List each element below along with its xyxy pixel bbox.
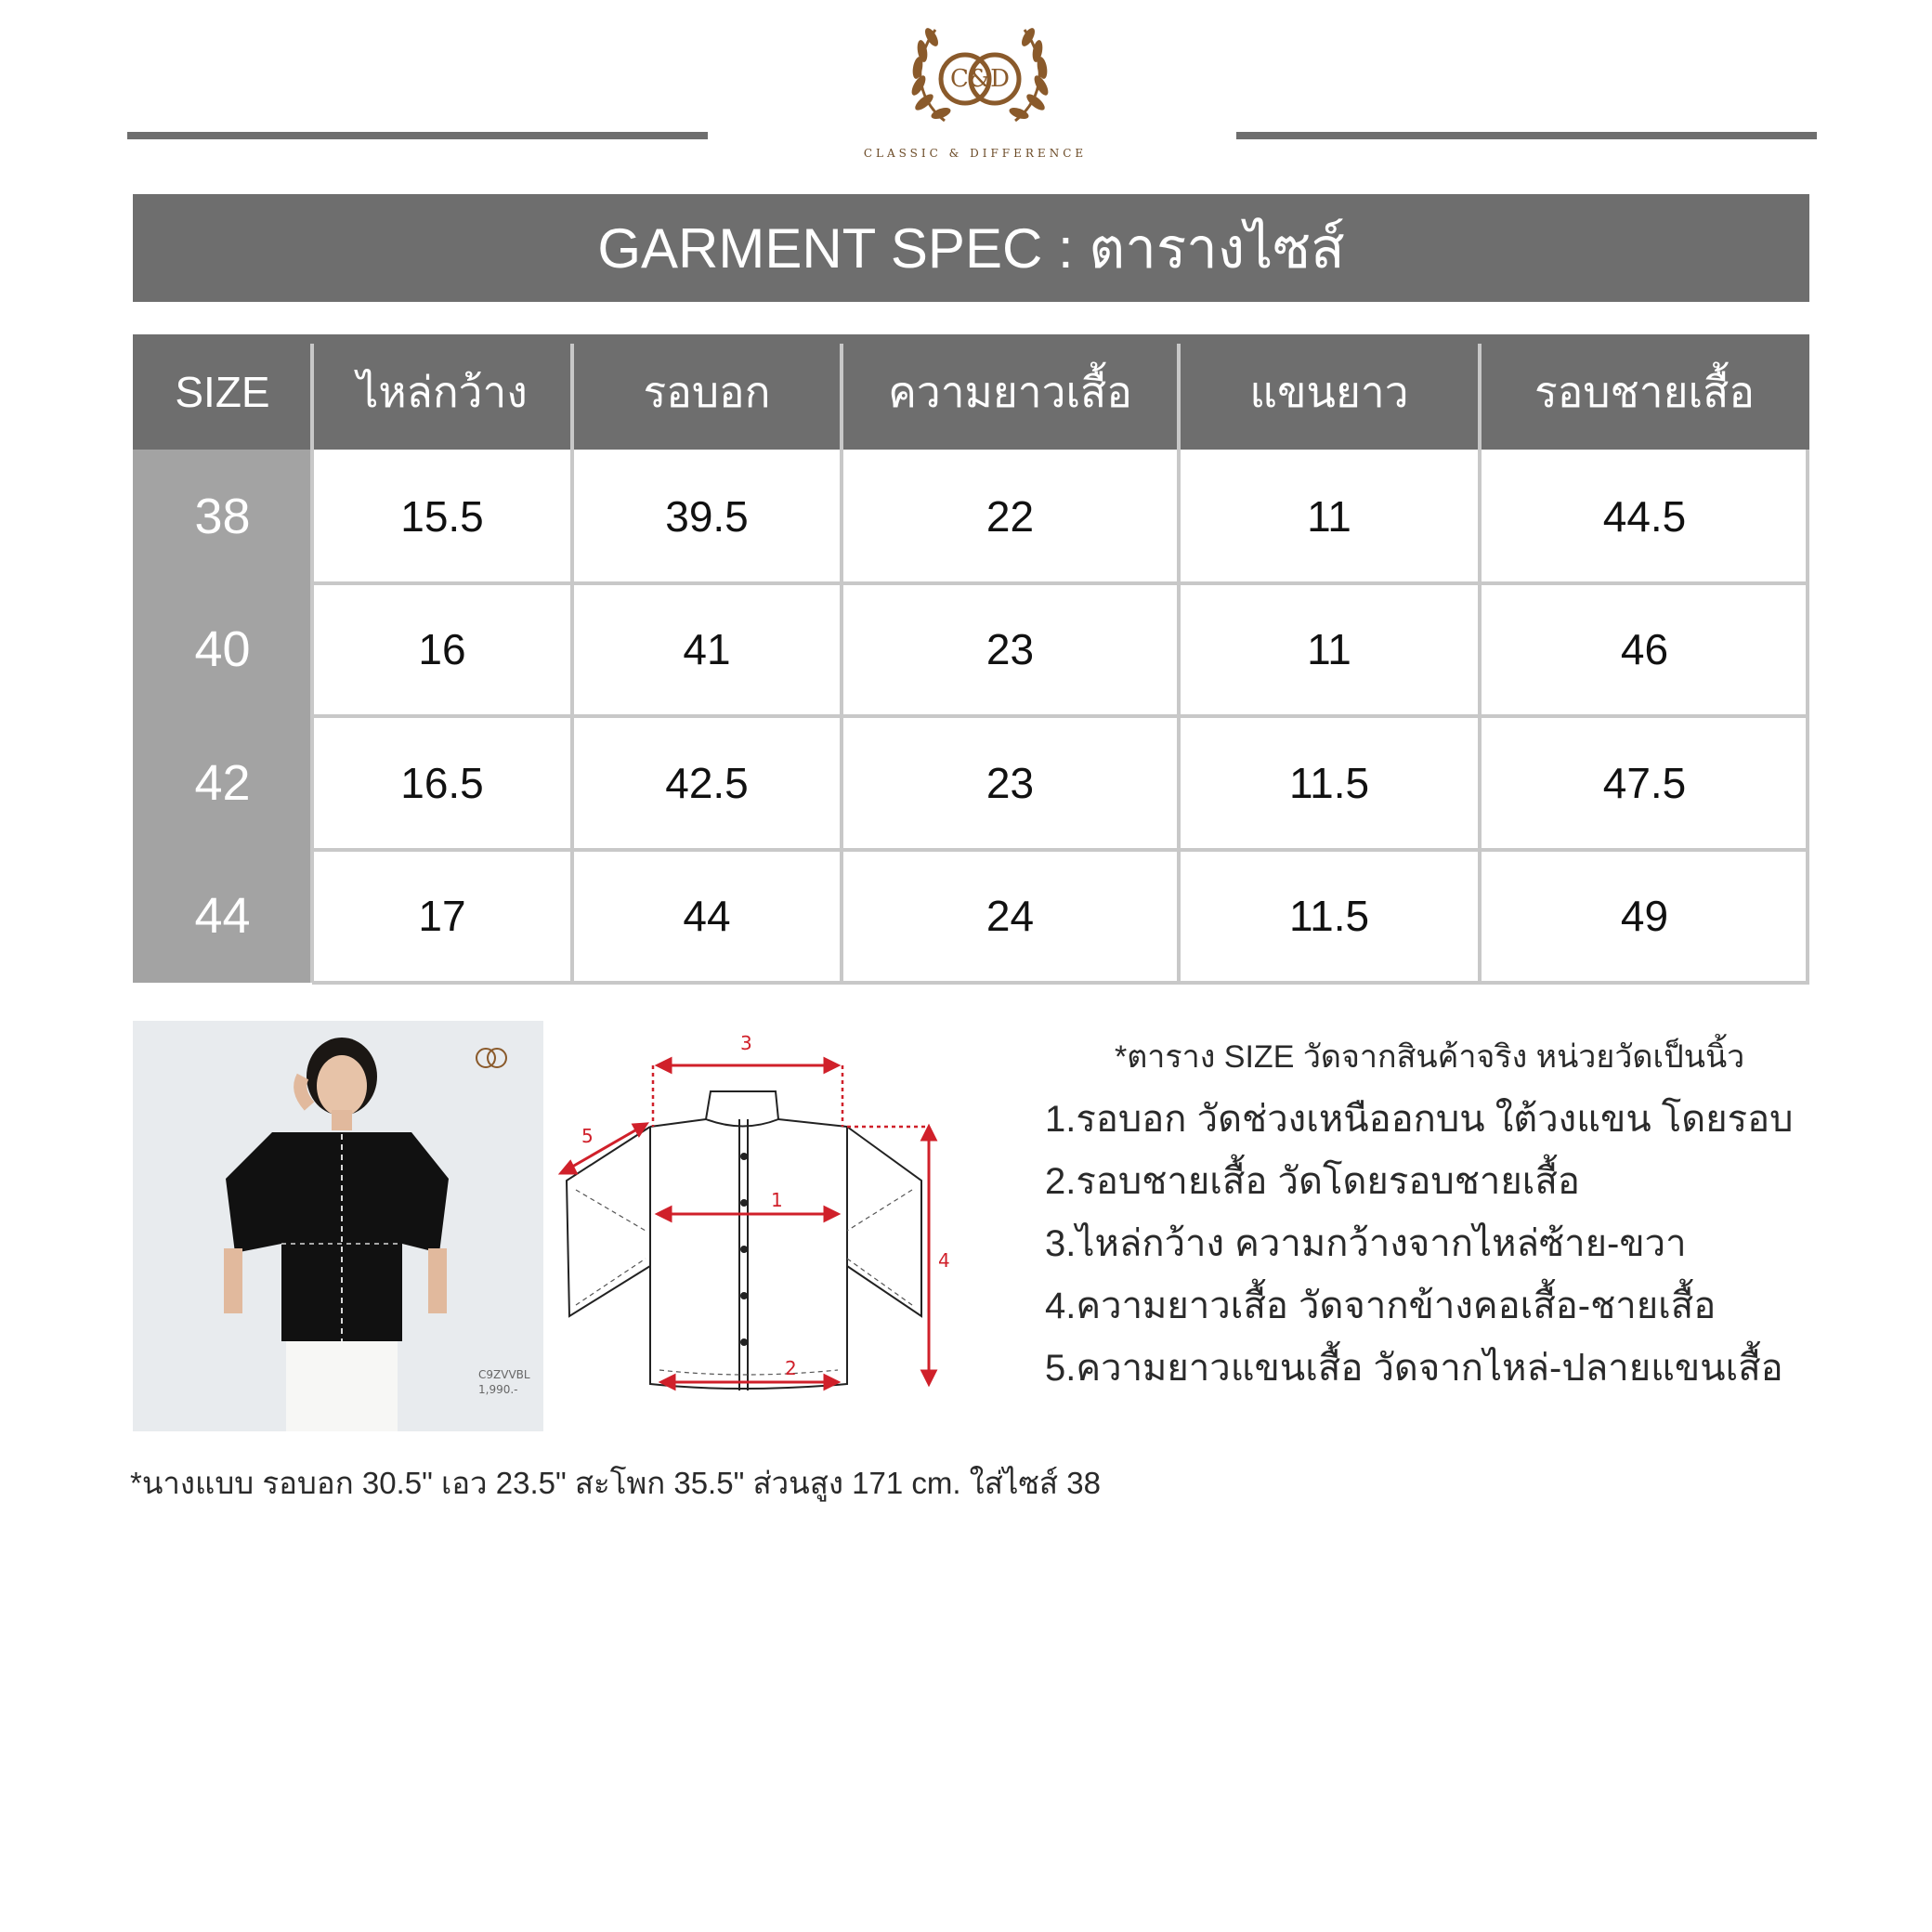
table-cell: 39.5 [665,491,749,541]
header-rule-right [1236,132,1817,139]
column-divider [310,450,314,983]
product-price: 1,990.- [478,1383,518,1396]
size-table [133,334,1809,983]
garment-sketch [548,1026,957,1407]
note-length: 4.ความยาวเสื้อ วัดจากข้างคอเสื้อ-ชายเสื้อ [1045,1286,1717,1326]
table-header-3: ความยาวเสื้อ [888,367,1132,416]
model-footnote: *นางแบบ รอบอก 30.5" เอว 23.5" สะโพก 35.5" ส่วนสูง 171 cm. ใส่ไซส์ 38 [130,1466,1101,1500]
column-divider [570,450,574,983]
table-cell: 41 [683,625,731,674]
table-cell: 42.5 [665,758,749,807]
header-rule-left [127,132,708,139]
product-code: C9ZVVBL [478,1368,530,1381]
note-chest: 1.รอบอก วัดช่วงเหนืออกบน ใต้วงแขน โดยรอบ [1045,1099,1794,1140]
size-cell: 44 [194,888,251,945]
model-photo [133,1021,543,1431]
column-divider [1177,450,1181,983]
column-divider [1478,450,1482,983]
note-sleeve: 5.ความยาวแขนเสื้อ วัดจากไหล่-ปลายแขนเสื้อ [1045,1348,1783,1389]
table-cell: 23 [986,758,1035,807]
table-cell: 22 [986,491,1035,541]
table-cell: 11.5 [1288,758,1370,807]
marker-5: 5 [581,1125,594,1147]
table-header-1: ไหล่กว้าง [357,367,528,416]
table-cell: 11 [1307,625,1351,674]
table-cell: 46 [1620,625,1669,674]
table-cell: 16 [418,625,466,674]
table-cell: 17 [418,892,466,941]
size-cell: 42 [194,754,251,811]
header-divider [1478,344,1482,450]
table-cell: 11.5 [1288,892,1370,941]
note-shoulder: 3.ไหล่กว้าง ความกว้างจากไหล่ซ้าย-ขวา [1045,1223,1687,1264]
notes-heading: *ตาราง SIZE วัดจากสินค้าจริง หน่วยวัดเป็นนิ้ว [1115,1039,1745,1075]
table-cell: 44 [683,892,731,941]
row-divider [312,981,1809,985]
header-divider [1177,344,1181,450]
marker-3: 3 [740,1032,752,1054]
note-hem: 2.รอบชายเสื้อ วัดโดยรอบชายเสื้อ [1045,1161,1580,1202]
table-cell: 49 [1620,892,1669,941]
table-cell: 44.5 [1602,491,1687,541]
title-banner [133,194,1809,302]
table-cell: 47.5 [1602,758,1687,807]
logo-text: C&D [950,65,1010,93]
marker-1: 1 [771,1189,783,1211]
table-cell: 24 [986,892,1035,941]
header-divider [570,344,574,450]
column-divider [1806,450,1809,983]
table-cell: 15.5 [400,491,484,541]
page-title: GARMENT SPEC : ตารางไซส์ [597,216,1345,280]
measurement-notes [1045,1089,1794,1400]
table-header-2: รอบอก [643,367,771,416]
marker-4: 4 [938,1249,950,1272]
brand-caption: CLASSIC & DIFFERENCE [863,147,1088,160]
table-cell: 23 [986,625,1035,674]
table-cell: 16.5 [400,758,484,807]
size-cell: 40 [194,621,251,678]
column-divider [840,450,843,983]
header-divider [310,344,314,450]
header-divider [840,344,843,450]
table-header-0: SIZE [175,368,270,416]
marker-2: 2 [785,1357,797,1379]
table-header-5: รอบชายเสื้อ [1534,367,1755,416]
table-cell: 11 [1307,491,1351,541]
table-header-4: แขนยาว [1249,367,1409,416]
size-cell: 38 [194,488,251,544]
